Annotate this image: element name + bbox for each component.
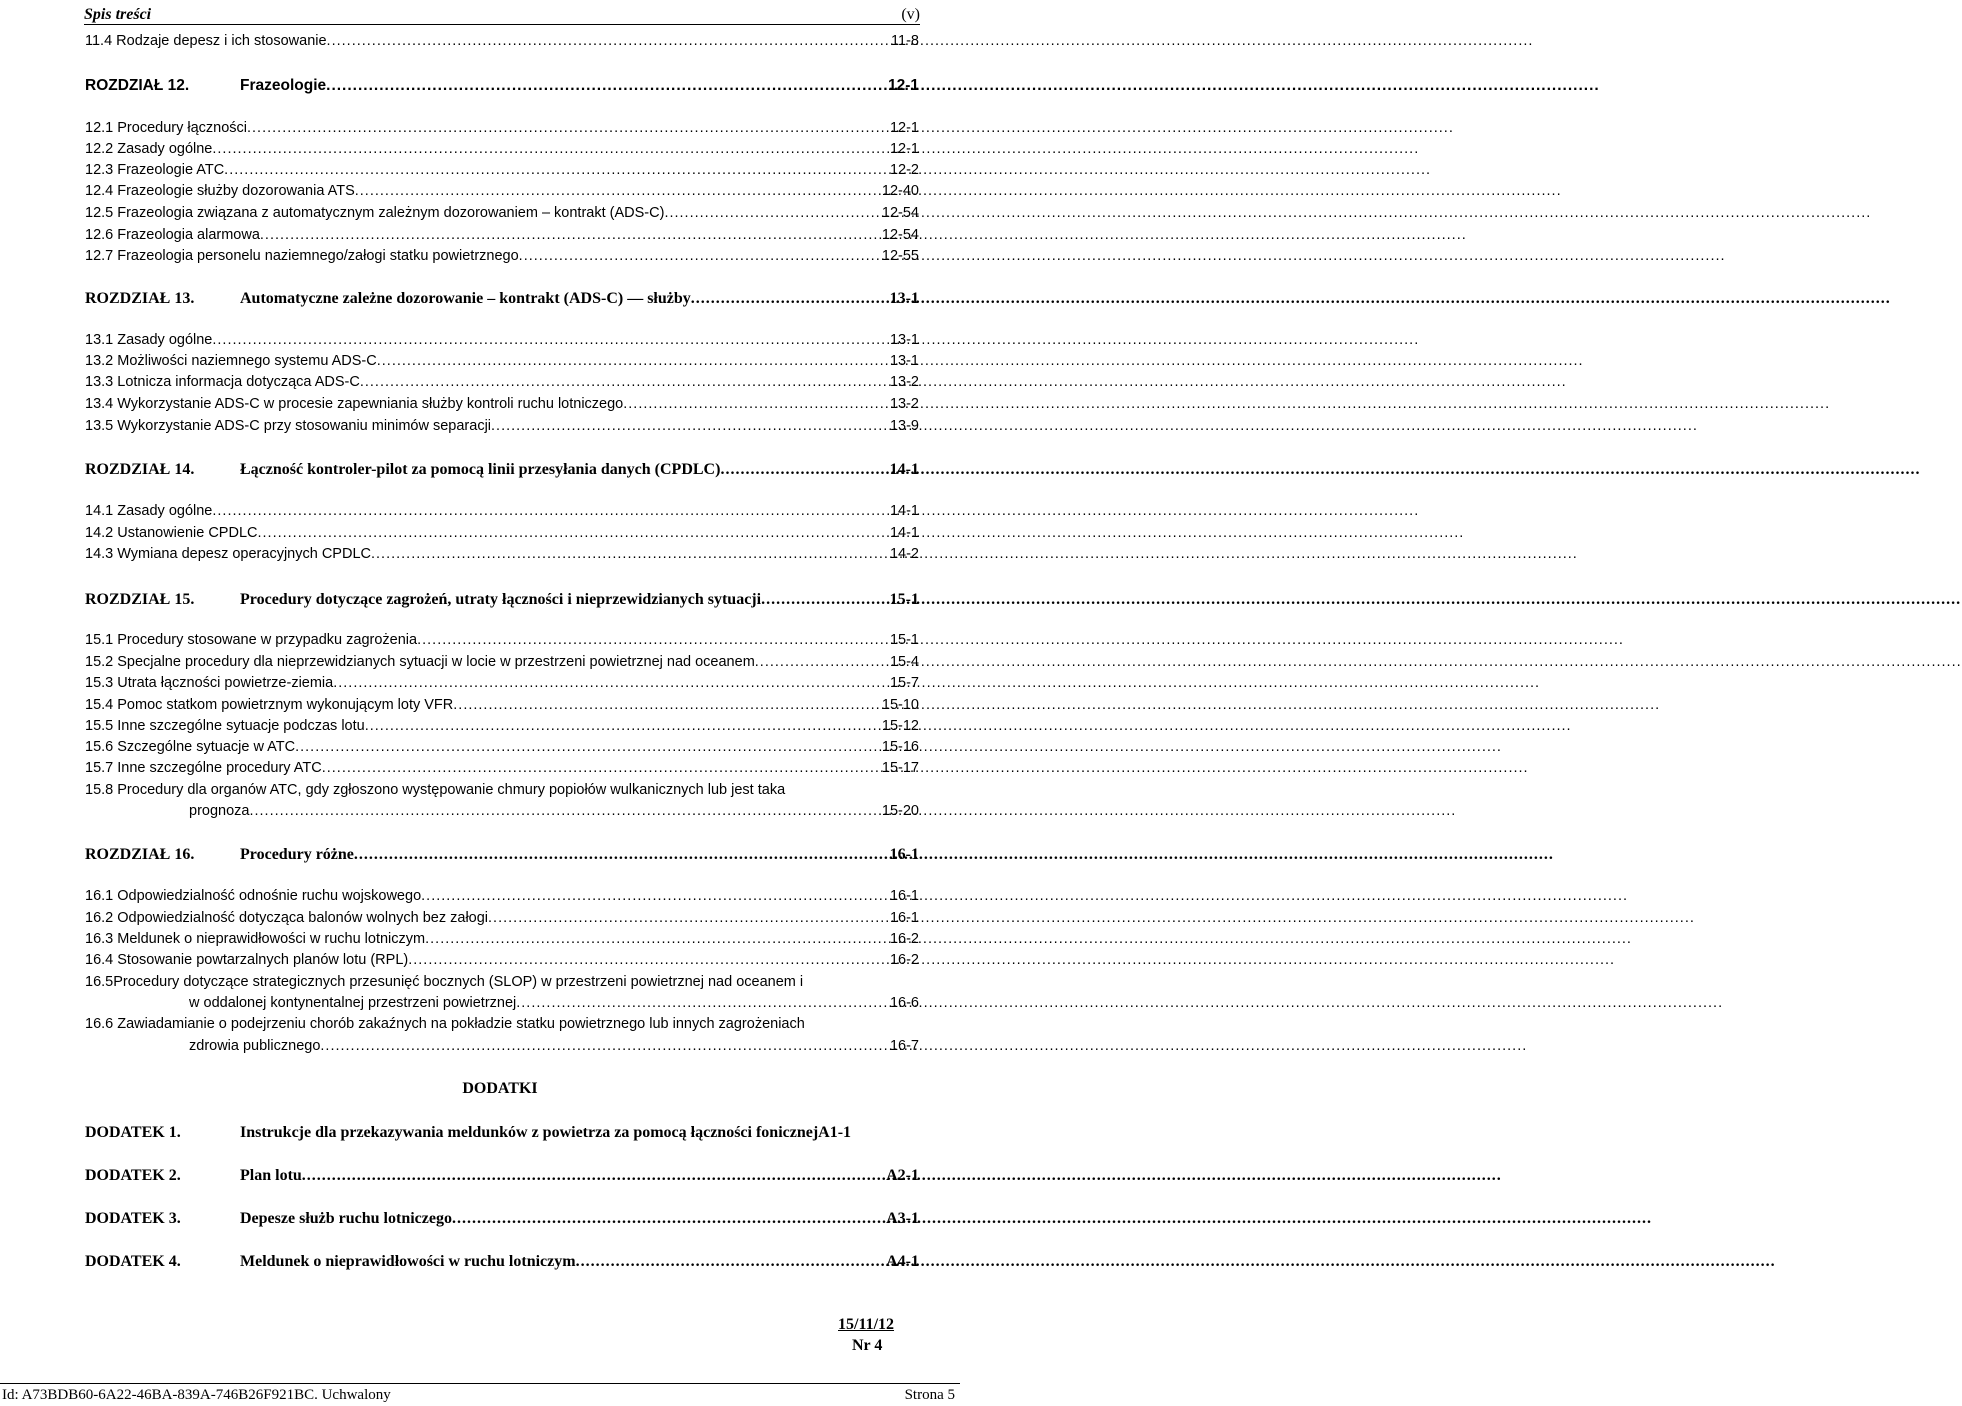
toc-chapter-16[interactable] — [85, 846, 919, 866]
toc-entry[interactable] — [85, 353, 919, 373]
toc-entry-page: 12-1 — [889, 120, 919, 136]
page-number: Strona 5 — [904, 1386, 955, 1403]
toc-entry-page: 16-7 — [889, 1038, 919, 1054]
appendix-label: DODATEK 1. — [85, 1124, 181, 1141]
toc-entry-line1[interactable]: 16.6 Zawiadamianie o podejrzeniu chorób zakaźnych na pokładzie statku powietrznego lub innych zagrożeniach — [85, 1016, 805, 1032]
toc-entry-text: 14.2 Ustanowienie CPDLC — [85, 525, 258, 541]
toc-entry[interactable] — [85, 162, 919, 182]
chapter-title: Procedury różne — [240, 846, 354, 863]
toc-entry[interactable] — [85, 374, 919, 394]
toc-entry-text: 13.1 Zasady ogólne — [85, 332, 213, 348]
toc-entry-text: 15.5 Inne szczególne sytuacje podczas lotu — [85, 718, 365, 734]
toc-entry-page: 15-16 — [881, 739, 919, 755]
chapter-label: ROZDZIAŁ 16. — [85, 846, 195, 863]
toc-entry-page: 16-2 — [889, 931, 919, 947]
toc-entry[interactable] — [85, 33, 919, 53]
toc-entry-text: 16.1 Odpowiedzialność odnośnie ruchu wojskowego — [85, 888, 422, 904]
toc-entry[interactable] — [85, 739, 919, 759]
toc-appendix-4[interactable] — [85, 1253, 919, 1273]
chapter-label: ROZDZIAŁ 15. — [85, 591, 195, 608]
appendix-label: DODATEK 4. — [85, 1253, 181, 1270]
toc-entry-page: 12-54 — [881, 205, 919, 221]
toc-entry-page: 15-12 — [881, 718, 919, 734]
toc-entry-text: 14.1 Zasady ogólne — [85, 503, 213, 519]
toc-entry-text: 16.2 Odpowiedzialność dotycząca balonów wolnych bez załogi — [85, 910, 489, 926]
toc-entry-page: 16-1 — [889, 910, 919, 926]
appendix-title: Meldunek o nieprawidłowości w ruchu lotniczym — [240, 1253, 576, 1270]
toc-entry-page: 16-2 — [889, 952, 919, 968]
chapter-title: Łączność kontroler-pilot za pomocą linii przesyłania danych (CPDLC) — [240, 461, 721, 478]
toc-entry-page: 15-20 — [881, 803, 919, 819]
chapter-title: Automatyczne zależne dozorowanie – kontrakt (ADS-C) — służby — [240, 290, 691, 307]
toc-entry-text: 11.4 Rodzaje depesz i ich stosowanie — [85, 33, 327, 49]
chapter-title: Procedury dotyczące zagrożeń, utraty łączności i nieprzewidzianych sytuacji — [240, 591, 762, 608]
toc-entry-page: 16-6 — [889, 995, 919, 1011]
document-footer — [0, 1383, 960, 1406]
toc-entry[interactable] — [85, 503, 919, 523]
toc-entry-page: 12-1 — [889, 141, 919, 157]
toc-entry-page: 16-1 — [889, 888, 919, 904]
toc-entry-text: 15.1 Procedury stosowane w przypadku zagrożenia — [85, 632, 418, 648]
toc-chapter-15[interactable] — [85, 591, 919, 611]
toc-entry[interactable] — [85, 888, 919, 908]
toc-entry-text: 12.7 Frazeologia personelu naziemnego/załogi statku powietrznego — [85, 248, 519, 264]
toc-entry-page: 13-9 — [889, 418, 919, 434]
toc-entry-line1[interactable]: 15.8 Procedury dla organów ATC, gdy zgłoszono występowanie chmury popiołów wulkanicznych lub jest taka — [85, 782, 786, 798]
toc-entry-text: prognoza — [189, 803, 250, 819]
toc-entry-text: 14.3 Wymiana depesz operacyjnych CPDLC — [85, 546, 371, 562]
toc-entry[interactable] — [85, 248, 919, 268]
toc-entry[interactable] — [85, 546, 919, 566]
appendix-page: A1-1 — [818, 1124, 852, 1141]
toc-entry[interactable] — [85, 718, 919, 738]
toc-entry[interactable] — [85, 675, 919, 695]
toc-entry-page: 14-2 — [889, 546, 919, 562]
appendix-title: Depesze służb ruchu lotniczego — [240, 1210, 452, 1227]
amendment-number: Nr 4 — [852, 1337, 883, 1354]
appendix-page: A2-1 — [886, 1167, 919, 1184]
toc-appendix-3[interactable] — [85, 1210, 919, 1230]
toc-entry[interactable] — [85, 418, 919, 438]
toc-entry-continuation[interactable] — [189, 995, 919, 1015]
toc-entry-text: 16.3 Meldunek o nieprawidłowości w ruchu lotniczym — [85, 931, 426, 947]
toc-entry[interactable] — [85, 632, 919, 652]
toc-entry-page: 14-1 — [889, 525, 919, 541]
toc-entry-page: 12-40 — [881, 183, 919, 199]
toc-entry-page: 13-2 — [889, 374, 919, 390]
chapter-title: Frazeologie — [240, 77, 327, 94]
toc-entry-line1[interactable]: 16.5Procedury dotyczące strategicznych przesunięć bocznych (SLOP) w przestrzeni powietrznej nad oceanem i — [85, 974, 804, 990]
toc-entry-text: 13.4 Wykorzystanie ADS-C w procesie zapewniania służby kontroli ruchu lotniczego — [85, 396, 624, 412]
document-id: Id: A73BDB60-6A22-46BA-839A-746B26F921BC. Uchwalony — [2, 1386, 391, 1403]
toc-entry-text: 15.2 Specjalne procedury dla nieprzewidzianych sytuacji w locie w przestrzeni powietrznej nad oceanem — [85, 654, 755, 670]
toc-entry-text: 16.4 Stosowanie powtarzalnych planów lotu (RPL) — [85, 952, 409, 968]
page-header — [84, 0, 920, 25]
toc-chapter-13[interactable] — [85, 290, 919, 310]
toc-chapter-14[interactable] — [85, 461, 919, 481]
appendix-label: DODATEK 2. — [85, 1167, 181, 1184]
toc-entry-page: 13-1 — [889, 332, 919, 348]
chapter-label: ROZDZIAŁ 14. — [85, 461, 195, 478]
toc-entry[interactable] — [85, 525, 919, 545]
appendices-heading: DODATKI — [462, 1080, 538, 1097]
header-page-number: (v) — [901, 6, 920, 23]
toc-entry-page: 15-10 — [881, 697, 919, 713]
toc-entry[interactable] — [85, 654, 919, 674]
toc-entry-text: 15.6 Szczególne sytuacje w ATC — [85, 739, 296, 755]
appendix-title: Plan lotu — [240, 1167, 302, 1184]
chapter-page: 15-1 — [889, 591, 919, 608]
toc-entry[interactable] — [85, 697, 919, 717]
amendment-date: 15/11/12 — [838, 1316, 895, 1333]
toc-entry-page: 12-54 — [881, 227, 919, 243]
toc-entry-text: 15.3 Utrata łączności powietrze-ziemia — [85, 675, 334, 691]
appendix-title: Instrukcje dla przekazywania meldunków z powietrza za pomocą łączności fonicznej — [240, 1124, 819, 1141]
toc-entry[interactable] — [85, 396, 919, 416]
chapter-page: 12-1 — [887, 77, 919, 94]
toc-appendix-1[interactable] — [85, 1124, 919, 1144]
toc-entry-page: 13-2 — [889, 396, 919, 412]
toc-entry-text: 13.5 Wykorzystanie ADS-C przy stosowaniu minimów separacji — [85, 418, 492, 434]
toc-entry-continuation[interactable] — [189, 1038, 919, 1058]
toc-entry-page: 15-4 — [889, 654, 919, 670]
toc-appendix-2[interactable] — [85, 1167, 919, 1187]
header-title: Spis treści — [84, 6, 152, 23]
toc-entry[interactable] — [85, 952, 919, 972]
appendix-label: DODATEK 3. — [85, 1210, 181, 1227]
toc-entry-text: 12.3 Frazeologie ATC — [85, 162, 225, 178]
appendix-page: A3-1 — [886, 1210, 919, 1227]
toc-entry-text: 15.4 Pomoc statkom powietrznym wykonującym loty VFR — [85, 697, 454, 713]
toc-entry-page: 12-55 — [881, 248, 919, 264]
toc-entry[interactable] — [85, 227, 919, 247]
toc-entry-page: 12-2 — [889, 162, 919, 178]
toc-entry-page: 14-1 — [889, 503, 919, 519]
toc-entry[interactable] — [85, 183, 919, 203]
toc-entry[interactable] — [85, 910, 919, 930]
toc-entry-text: w oddalonej kontynentalnej przestrzeni powietrznej — [189, 995, 517, 1011]
toc-entry-page: 15-1 — [889, 632, 919, 648]
toc-entry-text: 12.4 Frazeologie służby dozorowania ATS — [85, 183, 355, 199]
toc-entry-text: 12.1 Procedury łączności — [85, 120, 247, 136]
appendix-page: A4-1 — [886, 1253, 919, 1270]
chapter-label: ROZDZIAŁ 12. — [85, 77, 190, 94]
toc-entry-continuation[interactable] — [189, 803, 919, 823]
toc-entry[interactable] — [85, 205, 919, 225]
toc-entry-page: 15-17 — [881, 760, 919, 776]
chapter-label: ROZDZIAŁ 13. — [85, 290, 195, 307]
toc-entry[interactable] — [85, 931, 919, 951]
toc-entry-page: 15-7 — [889, 675, 919, 691]
toc-entry-text: 12.6 Frazeologia alarmowa — [85, 227, 260, 243]
chapter-page: 13-1 — [889, 290, 919, 307]
toc-entry-text: zdrowia publicznego — [189, 1038, 321, 1054]
toc-entry-text: 12.2 Zasady ogólne — [85, 141, 213, 157]
toc-entry-page: 11-8 — [891, 33, 919, 49]
toc-entry-text: 15.7 Inne szczególne procedury ATC — [85, 760, 322, 776]
toc-chapter-12[interactable] — [85, 77, 919, 97]
toc-entry-text: 13.2 Możliwości naziemnego systemu ADS-C — [85, 353, 377, 369]
toc-entry[interactable] — [85, 141, 919, 161]
toc-entry-page: 13-1 — [889, 353, 919, 369]
toc-entry-text: 12.5 Frazeologia związana z automatycznym zależnym dozorowaniem – kontrakt (ADS-C) — [85, 205, 665, 221]
toc-entry[interactable] — [85, 760, 919, 780]
toc-entry-text: 13.3 Lotnicza informacja dotycząca ADS-C — [85, 374, 360, 390]
toc-entry[interactable] — [85, 120, 919, 140]
chapter-page: 16-1 — [889, 846, 919, 863]
chapter-page: 14-1 — [889, 461, 919, 478]
toc-entry[interactable] — [85, 332, 919, 352]
